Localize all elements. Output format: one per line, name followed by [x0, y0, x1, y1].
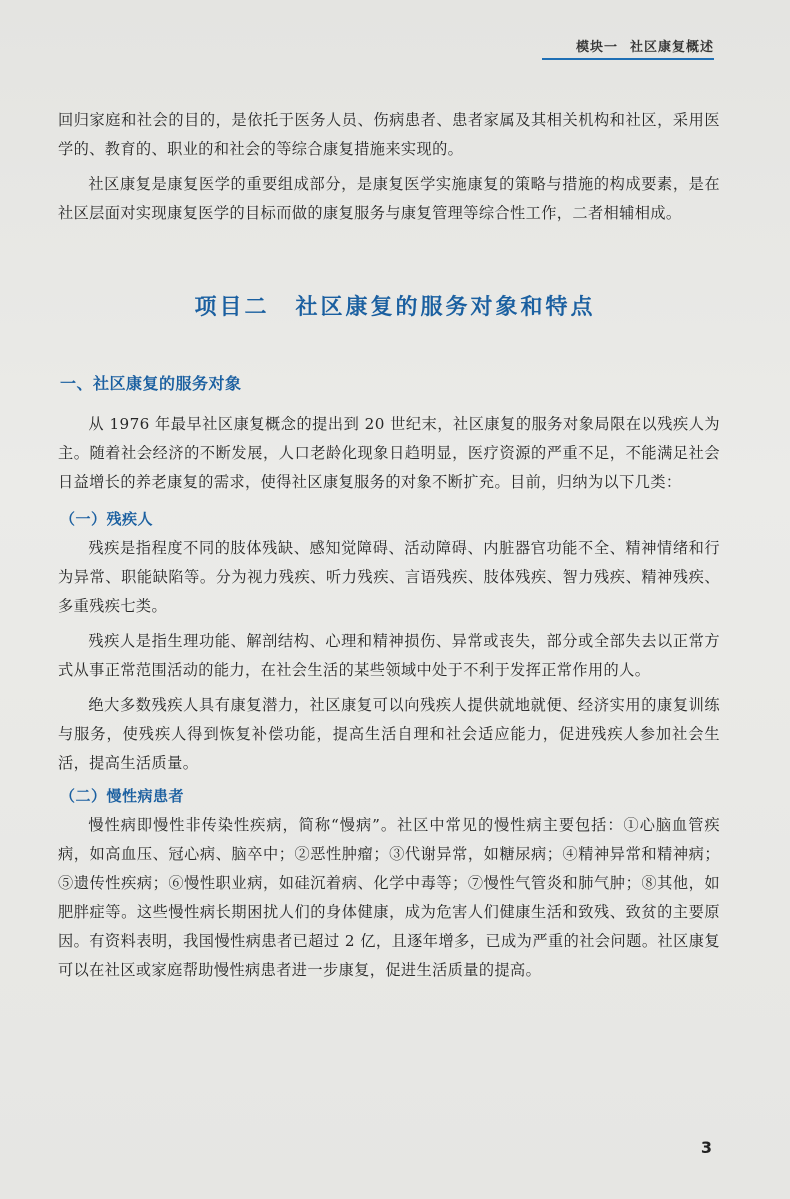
running-head-module: 模块一	[575, 40, 618, 55]
subsection-heading-disabled	[58, 505, 720, 534]
disabled-paragraph-1: 残疾是指程度不同的肢体残缺、感知觉障碍、活动障碍、内脏器官功能不全、精神情绪和行为异常、职能缺陷等。分为视力残疾、听力残疾、言语残疾、肢体残疾、智力残疾、精神残疾、多重残疾七类。	[58, 539, 720, 615]
subsection-title-disabled: （一）残疾人	[60, 510, 154, 528]
subsection-title-chronic: （二）慢性病患者	[60, 787, 185, 805]
subsection-heading-chronic	[58, 782, 720, 811]
running-head	[576, 36, 714, 55]
section-intro-paragraph: 从 1976 年最早社区康复概念的提出到 20 世纪末，社区康复的服务对象局限在以残疾人为主。随着社会经济的不断发展，人口老龄化现象日趋明显，医疗资源的严重不足，不能满足社会日益增长的养老康复的需求，使得社区康复服务的对象不断扩充。目前，归纳为以下几类：	[58, 415, 720, 491]
project-title: 社区康复的服务对象和特点	[295, 295, 596, 320]
project-heading	[0, 290, 790, 321]
intro-paragraph-2: 社区康复是康复医学的重要组成部分，是康复医学实施康复的策略与措施的构成要素，是在社区层面对实现康复医学的目标而做的康复服务与康复管理等综合性工作，二者相辅相成。	[58, 175, 720, 222]
section-text-block	[58, 410, 720, 985]
running-head-title: 社区康复概述	[629, 40, 714, 55]
page-number: 3	[700, 1138, 712, 1157]
running-head-rule	[542, 58, 714, 60]
intro-paragraph-1: 回归家庭和社会的目的，是依托于医务人员、伤病患者、患者家属及其相关机构和社区，采用医学的、教育的、职业的和社会的等综合康复措施来实现的。	[58, 111, 720, 158]
intro-text-block	[58, 106, 720, 228]
chronic-paragraph-1: 慢性病即慢性非传染性疾病，简称“慢病”。社区中常见的慢性病主要包括：①心脑血管疾病，如高血压、冠心病、脑卒中；②恶性肿瘤；③代谢异常，如糖尿病；④精神异常和精神病；⑤遗传性疾病；⑥慢性职业病，如硅沉着病、化学中毒等；⑦慢性气管炎和肺气肿；⑧其他，如肥胖症等。这些慢性病长期困扰人们的身体健康，成为危害人们健康生活和致残、致贫的主要原因。有资料表明，我国慢性病患者已超过 2 亿，且逐年增多，已成为严重的社会问题。社区康复可以在社区或家庭帮助慢性病患者进一步康复，促进生活质量的提高。	[58, 816, 720, 979]
disabled-paragraph-2: 残疾人是指生理功能、解剖结构、心理和精神损伤、异常或丧失，部分或全部失去以正常方式从事正常范围活动的能力，在社会生活的某些领域中处于不利于发挥正常作用的人。	[58, 632, 720, 679]
disabled-paragraph-3: 绝大多数残疾人具有康复潜力，社区康复可以向残疾人提供就地就便、经济实用的康复训练与服务，使残疾人得到恢复补偿功能，提高生活自理和社会适应能力，促进残疾人参加社会生活，提高生活质量。	[58, 696, 720, 772]
project-label: 项目二	[194, 295, 270, 320]
section-heading-service-targets: 一、社区康复的服务对象	[60, 374, 242, 393]
